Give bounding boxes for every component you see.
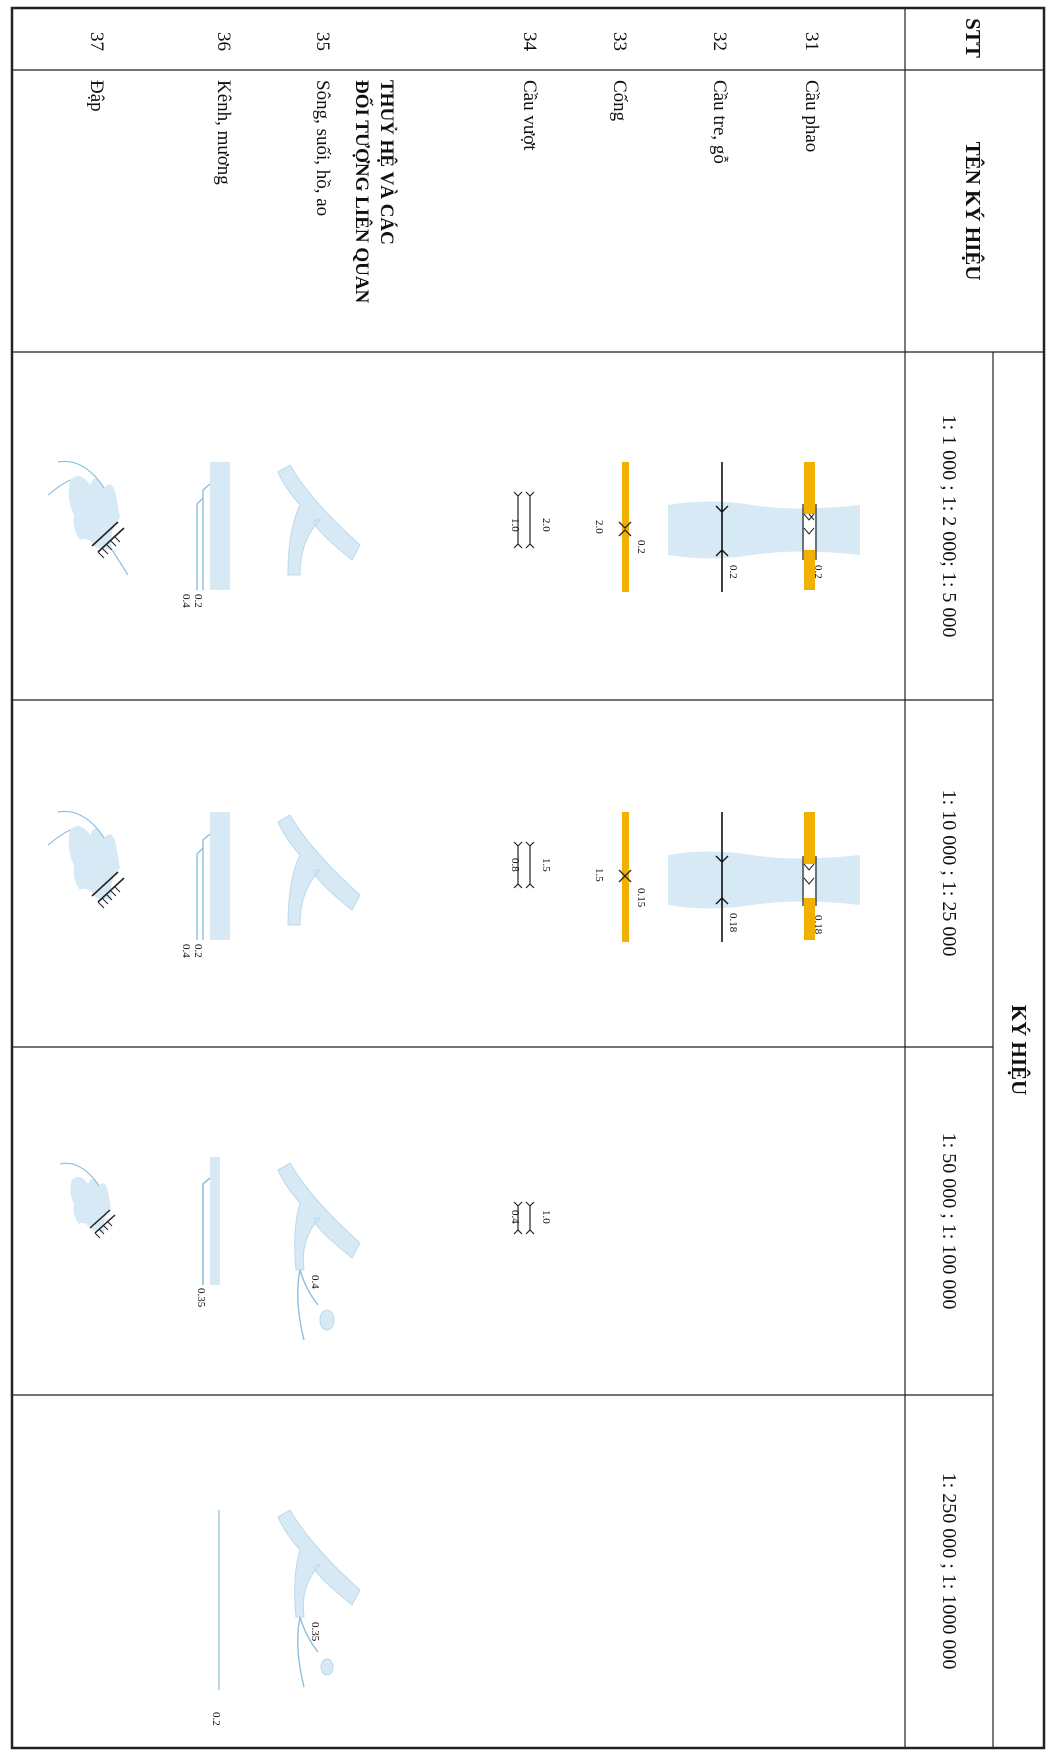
dam-symbol-2: [48, 811, 124, 908]
dim-33-a: 2.0: [593, 520, 605, 534]
pontoon-bridge-symbol-1: [668, 462, 860, 590]
dim-36-f: 0.2: [210, 1712, 222, 1726]
row-32-stt: 32: [709, 32, 730, 51]
canal-symbol-1: [180, 462, 230, 608]
dim-36-e: 0.35: [195, 1288, 207, 1308]
row-37-name: Đập: [86, 80, 107, 112]
section-title-line1: THUỶ HỆ VÀ CÁC: [376, 80, 397, 245]
dim-32-a: 0.2: [727, 565, 739, 579]
dim-36-b: 0.2: [192, 594, 204, 608]
dim-33-c: 1.5: [593, 868, 605, 882]
dim-33-b: 0.2: [635, 540, 647, 554]
dim-35-b: 0.35: [309, 1622, 321, 1642]
river-symbol-2: [278, 815, 360, 925]
row-36-stt: 36: [213, 32, 234, 51]
row-37-stt: 37: [86, 32, 107, 51]
dim-34-f: 0.4: [509, 1210, 521, 1224]
dim-33-d: 0.15: [635, 888, 647, 908]
row-35-name: Sông, suối, hồ, ao: [312, 80, 333, 217]
dim-36-d: 0.2: [192, 944, 204, 958]
scale-header-2: 1: 10 000 ; 1: 25 000: [938, 789, 960, 957]
row-36-name: Kênh, mương: [213, 80, 234, 185]
dim-34-a: 2.0: [540, 518, 552, 532]
row-32-name: Cầu tre, gỗ: [709, 80, 730, 164]
dam-symbol-1: [48, 461, 128, 575]
culvert-symbol-1: [593, 462, 647, 592]
dim-34-d: 0.8: [509, 858, 521, 872]
dam-symbol-3: [60, 1163, 115, 1238]
overpass-symbol-3: [509, 1202, 552, 1234]
dim-35-a: 0.4: [309, 1275, 321, 1289]
dim-34-b: 1.0: [509, 518, 521, 532]
dim-36-a: 0.4: [180, 594, 192, 608]
header-symbol: KÝ HIỆU: [1007, 1004, 1031, 1096]
row-33-stt: 33: [609, 32, 630, 51]
row-31-stt: 31: [801, 32, 822, 51]
dim-36-c: 0.4: [180, 944, 192, 958]
scale-header-1: 1: 1 000 ; 1: 2 000; 1: 5 000: [938, 414, 960, 638]
row-33-name: Cống: [609, 80, 630, 122]
header-stt: STT: [961, 18, 985, 58]
row-35-stt: 35: [312, 32, 333, 51]
table-border: [12, 8, 1044, 1748]
canal-symbol-2: [180, 812, 230, 958]
pontoon-bridge-symbol-2: [668, 812, 860, 940]
row-34-stt: 34: [519, 32, 540, 51]
scale-header-3: 1: 50 000 ; 1: 100 000: [938, 1132, 960, 1310]
row-34-name: Cầu vượt: [519, 80, 540, 151]
scale-header-4: 1: 250 000 ; 1: 1000 000: [938, 1472, 960, 1670]
overpass-symbol-2: [509, 842, 552, 888]
row-31-name: Cầu phao: [801, 80, 822, 153]
culvert-symbol-2: [593, 812, 647, 942]
canal-symbol-3: [195, 1157, 220, 1308]
river-symbol-1: [278, 465, 360, 575]
river-symbol-4: [278, 1510, 360, 1687]
overpass-symbol-1: [509, 492, 552, 548]
dim-32-b: 0.18: [727, 913, 739, 933]
dim-31-b: 0.18: [812, 915, 824, 935]
dim-34-e: 1.0: [540, 1210, 552, 1224]
header-name: TÊN KÝ HIỆU: [961, 141, 985, 281]
dim-31-a: 0.2: [812, 565, 824, 579]
river-symbol-3: [278, 1163, 360, 1340]
dim-34-c: 1.5: [540, 858, 552, 872]
canal-symbol-4: [210, 1510, 222, 1726]
section-title-line2: ĐỐI TƯỢNG LIÊN QUAN: [351, 80, 372, 304]
